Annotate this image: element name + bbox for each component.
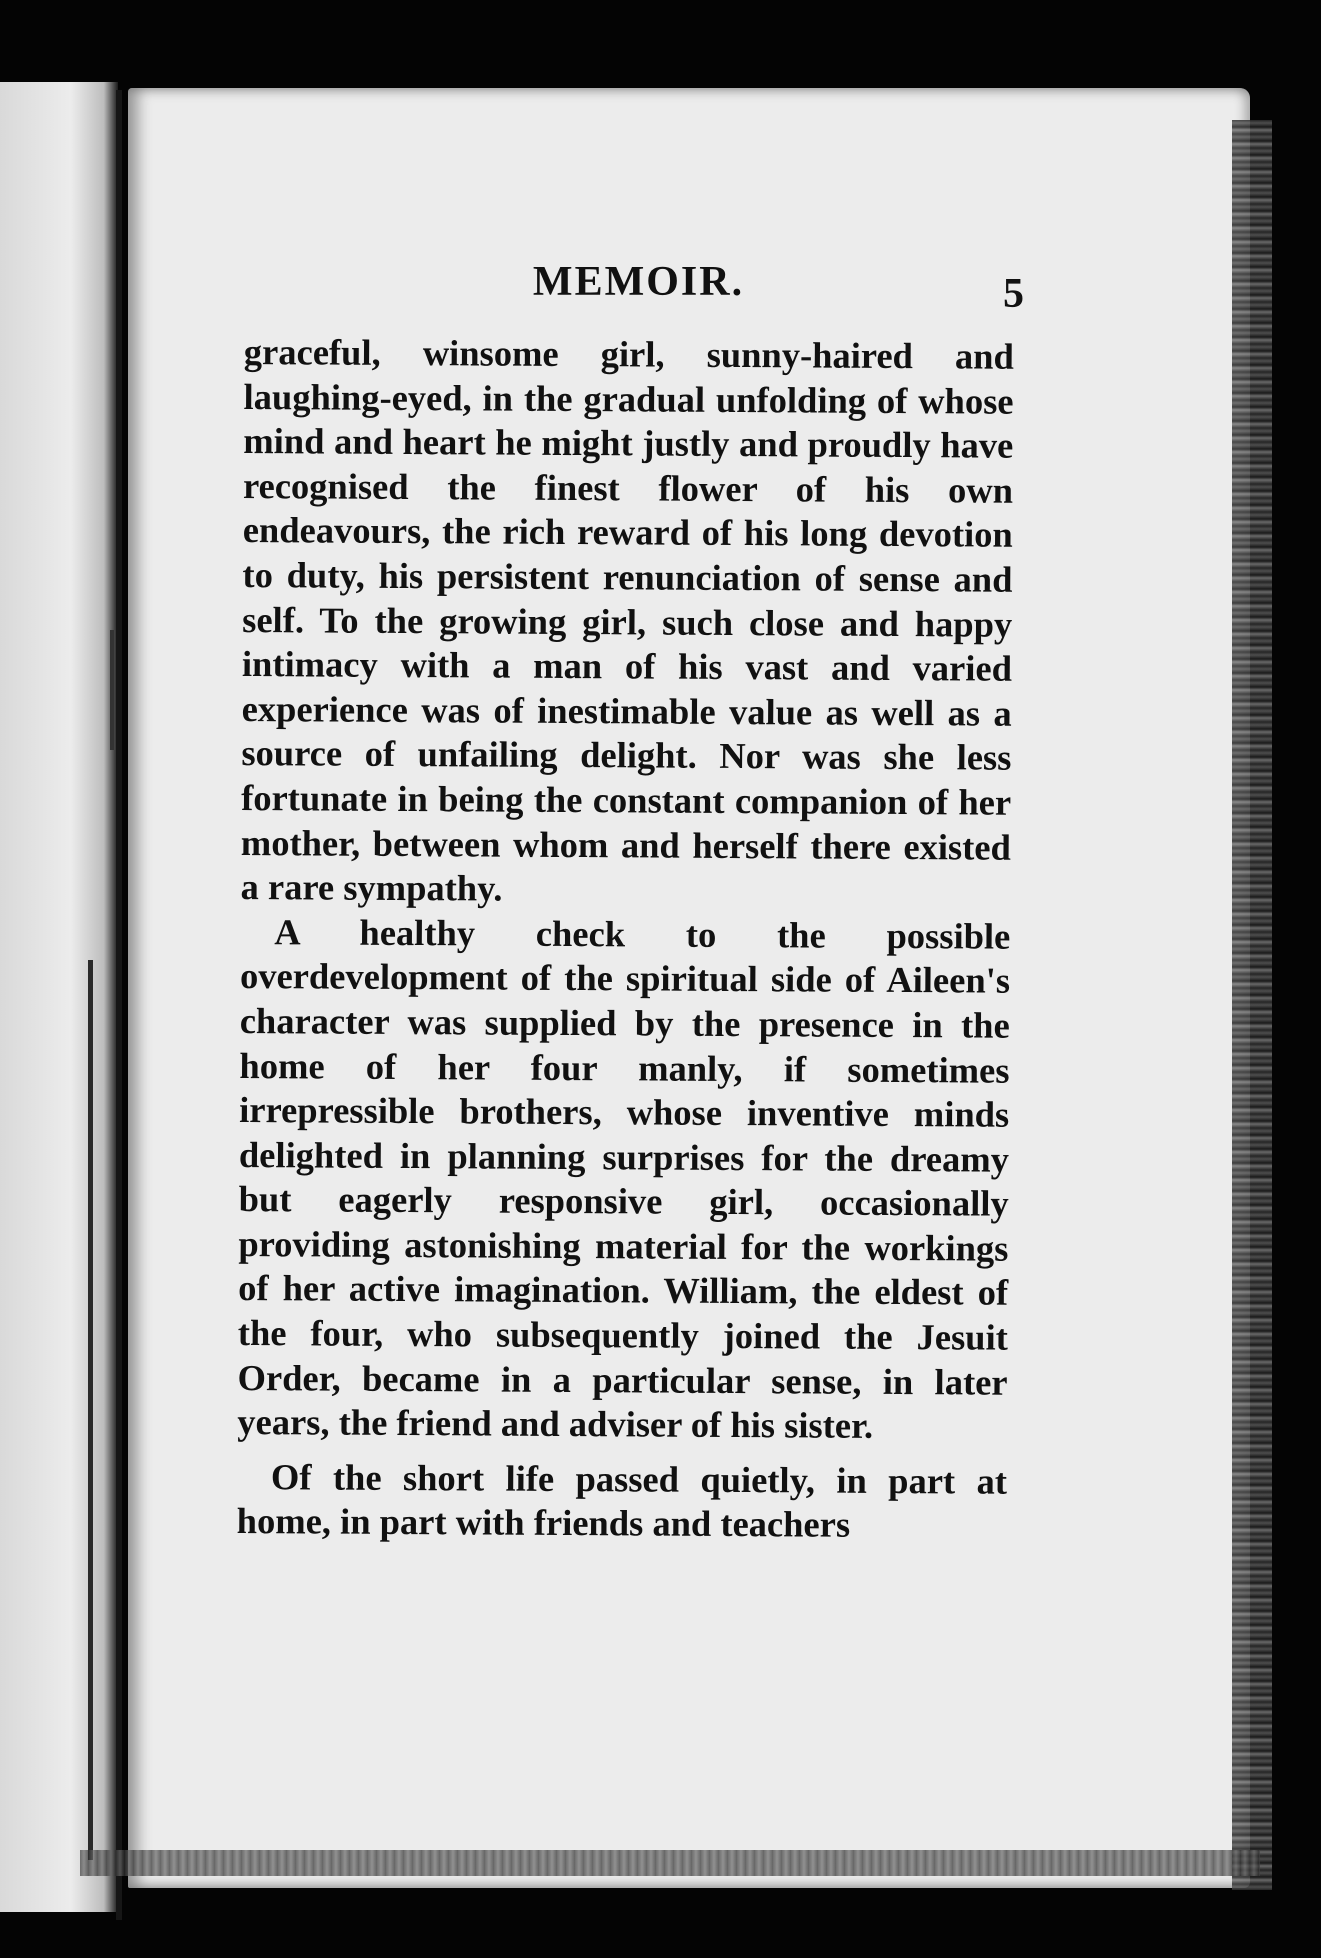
gutter-shadow: [116, 90, 122, 1920]
page-stack-edge: [1232, 120, 1272, 1890]
page-bottom-edge: [80, 1850, 1260, 1876]
facing-page-edge: [0, 82, 118, 1912]
body-text: [237, 330, 1014, 1549]
gutter-shadow: [88, 960, 93, 1860]
paragraph: graceful, winsome girl, sunny-haired and laughing-eyed, in the gradual unfolding of whose mind and heart he might justly and proudly have recognised the finest flower of his own endeavours, the rich reward of his long devotion to duty, his persistent renunciation of sense and self. To the growing girl, such close and happy intimacy with a man of his vast and varied experience was of inestimable value as well as a source of unfailing delight. Nor was she less fortunate in being the constant companion of her mother, between whom and herself there existed a rare sympathy.: [240, 330, 1014, 909]
page-number: 5: [1003, 271, 1024, 317]
paragraph: Of the short life passed quietly, in part at home, in part with friends and teachers: [236, 1456, 1008, 1546]
gutter-shadow: [110, 630, 114, 750]
running-head: MEMOIR.: [532, 259, 745, 305]
paragraph: A healthy check to the possible overdevelopment of the spiritual side of Aileen's character was supplied by the presence in the home of her four manly, if sometimes irrepressible brothers, whose inventive minds delighted in planning surprises for the dreamy but eagerly responsive girl, occasionally providing astonishing material for the workings of her active imagination. William, the eldest of the four, who subsequently joined the Jesuit Order, became in a particular sense, in later years, the friend and adviser of his sister.: [237, 910, 1011, 1447]
